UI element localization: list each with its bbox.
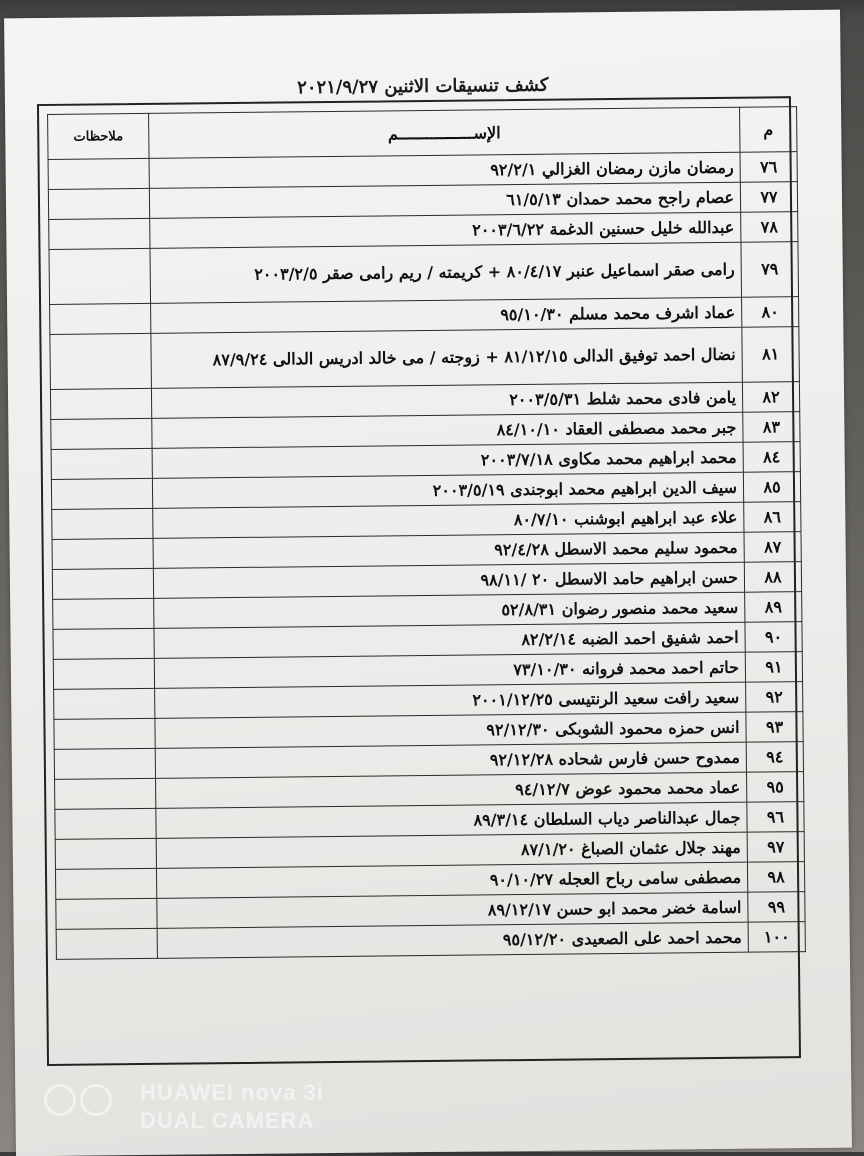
header-name: الإســــــــــــــــم (149, 107, 740, 158)
row-notes (48, 158, 149, 189)
header-number: م (740, 107, 797, 153)
document-page (4, 10, 852, 1156)
watermark-subtitle: DUAL CAMERA (140, 1108, 315, 1133)
row-number: ٧٨ (741, 212, 798, 243)
row-number: ٩٤ (746, 742, 803, 773)
row-number: ٨١ (742, 327, 800, 383)
camera-logo-icon (44, 1084, 116, 1121)
row-notes (49, 218, 150, 249)
header-notes: ملاحظات (48, 113, 149, 159)
row-number: ٩٨ (747, 862, 804, 893)
row-number: ٨٤ (743, 442, 800, 473)
row-number: ١٠٠ (748, 922, 805, 953)
row-notes (51, 418, 152, 449)
row-number: ٩٩ (748, 892, 805, 923)
row-number: ٩٦ (747, 802, 804, 833)
row-name: سعيد رافت سعيد الرنتيسى ٢٠٠١/١٢/٢٥ (155, 682, 746, 718)
row-notes (55, 868, 156, 899)
table-header-row (48, 107, 797, 160)
row-name: سيف الدين ابراهيم محمد ابوجندى ٢٠٠٣/٥/١٩ (152, 472, 743, 508)
row-number: ٨٨ (744, 562, 801, 593)
row-name: عماد محمد محمود عوض ٩٤/١٢/٧ (156, 772, 747, 808)
row-notes (51, 448, 152, 479)
row-notes (55, 808, 156, 839)
row-name: عصام راجح محمد حمدان ٦١/٥/١٣ (149, 182, 740, 218)
row-notes (52, 538, 153, 569)
row-number: ٩٢ (746, 682, 803, 713)
row-name: محمد ابراهيم محمد مكاوى ٢٠٠٣/٧/١٨ (152, 442, 743, 478)
row-name: يامن فادى محمد شلط ٢٠٠٣/٥/٣١ (151, 382, 742, 418)
row-name: جمال عبدالناصر دياب السلطان ٨٩/٣/١٤ (156, 802, 747, 838)
row-name: عماد اشرف محمد مسلم ٩٥/١٠/٣٠ (151, 297, 742, 333)
row-number: ٩٥ (746, 772, 803, 803)
row-notes (53, 658, 154, 689)
row-notes (53, 628, 154, 659)
row-name: مهند جلال عثمان الصباغ ٨٧/١/٢٠ (156, 832, 747, 868)
row-name: حاتم احمد محمد فروانه ٧٣/١٠/٣٠ (154, 652, 745, 688)
names-table (47, 106, 806, 960)
row-number: ٩٣ (746, 712, 803, 743)
row-name: حسن ابراهيم حامد الاسطل ٢٠ /٩٨/١١ (153, 562, 744, 598)
row-notes (50, 333, 152, 389)
row-notes (56, 928, 157, 959)
row-name: رامى صقر اسماعيل عنبر ٨٠/٤/١٧ + كريمته / ريم رامى صقر ٢٠٠٣/٢/٥ (150, 242, 742, 303)
row-notes (49, 248, 151, 304)
row-notes (56, 898, 157, 929)
page-title: كشف تنسيقات الاثنين ٢٠٢١/٩/٢٧ (297, 74, 549, 99)
row-name: ممدوح حسن فارس شحاده ٩٢/١٢/٢٨ (155, 742, 746, 778)
row-number: ٧٦ (740, 152, 797, 183)
row-name: اسامة خضر محمد ابو حسن ٨٩/١٢/١٧ (157, 892, 748, 928)
row-number: ٧٧ (740, 182, 797, 213)
row-number: ٩٠ (745, 622, 802, 653)
row-name: احمد شفيق احمد الضبه ٨٢/٢/١٤ (154, 622, 745, 658)
row-notes (52, 508, 153, 539)
row-name: جبر محمد مصطفى العقاد ٨٤/١٠/١٠ (152, 412, 743, 448)
row-number: ٩١ (745, 652, 802, 683)
row-notes (52, 568, 153, 599)
camera-watermark (44, 1076, 464, 1146)
row-number: ٨٣ (743, 412, 800, 443)
row-number: ٨٩ (745, 592, 802, 623)
row-number: ٩٧ (747, 832, 804, 863)
row-name: علاء عبد ابراهيم ابوشنب ٨٠/٧/١٠ (153, 502, 744, 538)
row-notes (50, 388, 151, 419)
row-name: محمود سليم محمد الاسطل ٩٢/٤/٢٨ (153, 532, 744, 568)
row-number: ٨٠ (742, 297, 799, 328)
row-name: سعيد محمد منصور رضوان ٥٢/٨/٣١ (154, 592, 745, 628)
row-notes (50, 303, 151, 334)
row-name: رمضان مازن رمضان الغزالي ٩٢/٢/١ (149, 152, 740, 188)
row-number: ٨٢ (742, 382, 799, 413)
row-number: ٨٦ (744, 502, 801, 533)
row-number: ٨٧ (744, 532, 801, 563)
table-row (50, 327, 800, 390)
row-notes (54, 748, 155, 779)
row-notes (54, 718, 155, 749)
row-name: محمد احمد على الصعيدى ٩٥/١٢/٢٠ (157, 922, 748, 958)
table-frame (37, 96, 801, 1066)
watermark-brand: HUAWEI nova 3i (140, 1080, 324, 1105)
row-notes (54, 688, 155, 719)
row-notes (48, 188, 149, 219)
row-notes (55, 778, 156, 809)
table-row (49, 242, 799, 305)
row-name: مصطفى سامى رباح العجله ٩٠/١٠/٢٧ (156, 862, 747, 898)
row-name: نضال احمد توفيق الدالى ٨١/١٢/١٥ + زوجته / مى خالد ادريس الدالى ٨٧/٩/٢٤ (151, 327, 743, 388)
row-name: عبدالله خليل حسنين الدغمة ٢٠٠٣/٦/٢٢ (150, 212, 741, 248)
row-number: ٧٩ (741, 242, 799, 298)
row-name: انس حمزه محمود الشوبكى ٩٢/١٢/٣٠ (155, 712, 746, 748)
row-notes (55, 838, 156, 869)
table-row (56, 922, 805, 960)
row-number: ٨٥ (743, 472, 800, 503)
row-notes (51, 478, 152, 509)
row-notes (53, 598, 154, 629)
